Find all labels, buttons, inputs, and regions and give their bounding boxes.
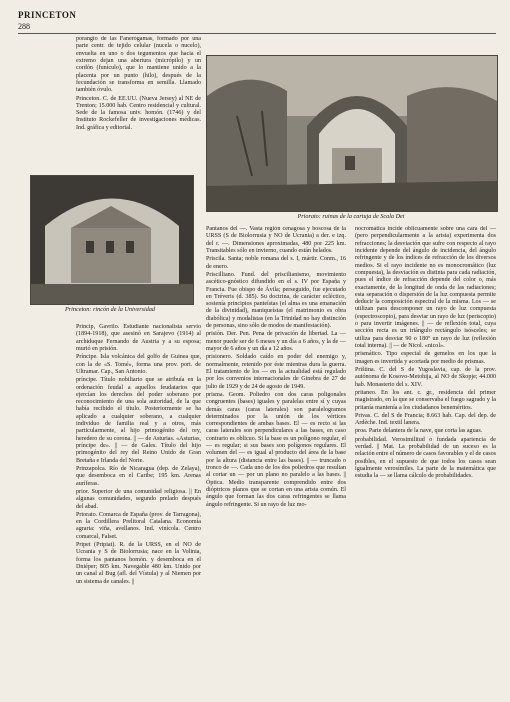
entry-princeton: Princeton. C. de EE.UU. (Nueva Jersey) al NE de Trenton; 15.000 hab. Centro residencial y cultural. Sede de la famosa univ. homón. (1746) y del Instituto Rockefeller de investigaciones médicas. Ind. gráfica y editorial.	[76, 95, 201, 131]
column-2	[206, 226, 346, 696]
priorato-caption: Priorato: ruinas de la cartuja de Scala Dei	[297, 213, 405, 220]
header-rule	[18, 33, 496, 34]
entry-principe-isla: Príncipe. Isla volcánica del golfo de Guinea que, con la de «S. Tomé», forma una prov. port. de Ultramar. Cap., San Antonio.	[76, 354, 201, 375]
column-1-bottom	[76, 324, 201, 696]
entry-prisionero: prisionero. Soldado caído en poder del enemigo y, normalmente, retenido por éste mientras dura la guerra. El tratamiento de los — en la actualidad está regulado por los convenios internacionales de Ginebra de 27 de julio de 1929 y de 24 de agosto de 1949.	[206, 354, 346, 390]
entry-prisma: prisma. Geom. Poliedro con dos caras poligonales congruentes (bases) iguales y paralelas entre sí y cuyas demás caras (caras laterales) son paralelogramos determinados por la unión de los vértices correspondientes de ambas bases. El — es recto si las caras laterales son perpendiculares a las bases, en caso contrario es oblicuo. Si la base es un polígono regular, el — es regular; si sus bases son polígonos regulares. El volumen del — es igual al producto del área de la base por la altura (distancia entre las bases). || — truncado o tronco de —. Cada uno de los dos poliedros que resultan al cortar un — por un plano no paralelo a las bases. || Óptica. Medio transparente comprendido entre dos dióptricos planos que se cortan en una arista común. El ángulo que forman las dos caras refringentes se llama ángulo refringente. Si un rayo de luz mo-	[206, 391, 346, 508]
priorato-ruins-photo	[206, 55, 498, 212]
entry-prisciliano: Priscilliano. Fund. del priscilianismo, movimiento ascético-gnóstico difundido en el s. IV por España y Francia. Fue obispo de Ávila; perseguido, fue ejecutado en Tréveris (d. 385). Su doctrina, de carácter ecléctico, sostenía principios panteístas (el alma es una emanación de la divinidad), maniqueístas (el matrimonio es obra diabólica) y modalistas (en la Trinidad no hay distinción de personas, sino sólo de modos de manifestación).	[206, 271, 346, 330]
entry-pristina: Priština. C. del S de Yugoslavia, cap. de la prov. autónoma de Kosovo-Metohija, al NO de Skopje; 44.000 hab. Monasterio del s. XIV.	[355, 366, 496, 388]
entry-prision: prisión. Der. Pen. Pena de privación de libertad. La — menor puede ser de 6 meses y un día a 6 años, y la de — mayor de 6 años y un día a 12 años.	[206, 331, 346, 352]
entry-princip: Princip, Gavrilo. Estudiante nacionalista servio (1894-1918), que asesinó en Sarajevo (1914) al archiduque Fernando de Austria y a su esposa; murió en prisión.	[76, 324, 201, 352]
entry-pripet: Pripet (Pripiat). R. de la URSS, en el NO de Ucrania y S de Biolorrusia; nace en la Volinia, forma los pantanos homón. y desemboca en el Dniéper; 805 km. Navegable 480 km. Unido por un canal al Bug (afl. del Vístula) y al Niemen por un sistema de canales. ||	[76, 542, 201, 585]
princeton-university-photo	[30, 175, 194, 305]
entry-pritaneo: pritaneo. En los ant. c. gr., residencia del primer magistrado, en la que se conservaba el fuego sagrado y la pritanía mantenía a los ciudadanos beneméritos.	[355, 389, 496, 411]
entry-priorato: Priorato. Comarca de España (prov. de Tarragona), en la Cordillera Prelitoral Catalana. Economía agraria: viña, avellanos. Ind. vinícola. Centro comarcal, Falset.	[76, 511, 201, 540]
column-3	[355, 226, 496, 696]
page-number: 288	[18, 22, 30, 31]
entry-prinzapolca: Prinzapolca. Río de Nicaragua (dep. de Zelaya), que desemboca en el Caribe; 195 km. Arenas auríferas.	[76, 465, 201, 487]
entry-proa: proa. Parte delantera de la nave, que corta las aguas.	[355, 428, 483, 435]
entry-priscila: Priscila. Santa; noble romana del s. I, mártir. Conm., 16 de enero.	[206, 256, 346, 270]
entry-privas: Privas. C. del S de Francia; 8.663 hab. Cap. del dep. de Ardèche. Ind. textil lanera.	[355, 412, 496, 427]
entry-probabilidad: probabilidad. Verosimilitud o fundada apariencia de verdad. || Mat. La probabilidad de un suceso es la relación entre el número de casos favorables y el de casos posibles, en el supuesto de que todos los casos sean igualmente verosímiles. La parte de la matemática que estudia la — se llama cálculo de probabilidades.	[355, 436, 496, 480]
column-1-top	[76, 36, 201, 174]
entry-prior: prior. Superior de una comunidad religiosa. || En algunas comunidades, segundo prelado después del abad.	[76, 488, 201, 510]
entry-prisma-cont: nocromática incide oblicuamente sobre una cara del — (pero perpendicularmente a la arista) experimenta dos refracciones; la desviación que sufre con respecto al rayo incidente depende del ángulo de incidencia, del ángulo refringente y de los índices de refracción de los diversos medios. Si el rayo incidente no es monocromático (luz compuesta), la desviación es distinta para cada radiación, pues el índice de refracción depende del color o, más exactamente, de la longitud de onda de las radiaciones; esta separación o dispersión de la luz compuesta permite deducir la composición espectral de la misma. Los — se utilizan para descomponer un rayo de luz compuesta (espectroscopio), para desviar un rayo de luz (periscopio) o para invertir imágenes. || — de reflexión total, cuya sección recta es un triángulo rectángulo isósceles; se utiliza para desviar 90 o 180º un rayo de luz (reflexión total interna). || — de Nicol. «nicol».	[355, 226, 496, 349]
entry-pantanos: Pantanos del —. Vasta región cenagosa y boscosa de la URSS (S de Biolorrusia y NO de Ucrania) a der. e izq. del r. —. Dimensiones aproximadas, 480 por 225 km. Transitables sólo en invierno, cuando están helados.	[206, 226, 346, 254]
running-head: PRINCETON	[18, 10, 77, 20]
princeton-caption: Princeton: rincón de la Universidad	[64, 306, 156, 313]
entry-prismatico: prismático. Tipo especial de gemelos en los que la imagen es invertida y acortada por medio de prismas.	[355, 351, 496, 365]
entry-principe-titulo: príncipe. Título nobiliario que se atribuía en la ordenación feudal a aquellos feudatarios que ejercían los derechos del poder soberano por reconocimiento de una sola autoridad, de la que había recibido el título. Posteriormente se ha aplicado a cualquier soberano, a cualquier individuo de familia real y a otros, más particularmente, al hijo primogénito del rey, heredero de su corona. || — de Asturias. «Asturias, príncipe de». || — de Gales. Título del hijo primogénito del rey del Reino Unido de Gran Bretaña e Irlanda del Norte.	[76, 377, 201, 464]
entry-primordio-text: porangio de las Fanerógamas, formado por una parte centr. de tejido celular (nucela o nucelo), envuelta en uno o dos tegumentos que hacia el extremo dejan una abertura (micrópilo) y un cordón (funículo), que lo mantiene unido a la placenta por un punto (hilo), después de la fecundación se transforma en semilla. Llamado también óvulo.	[76, 36, 201, 94]
